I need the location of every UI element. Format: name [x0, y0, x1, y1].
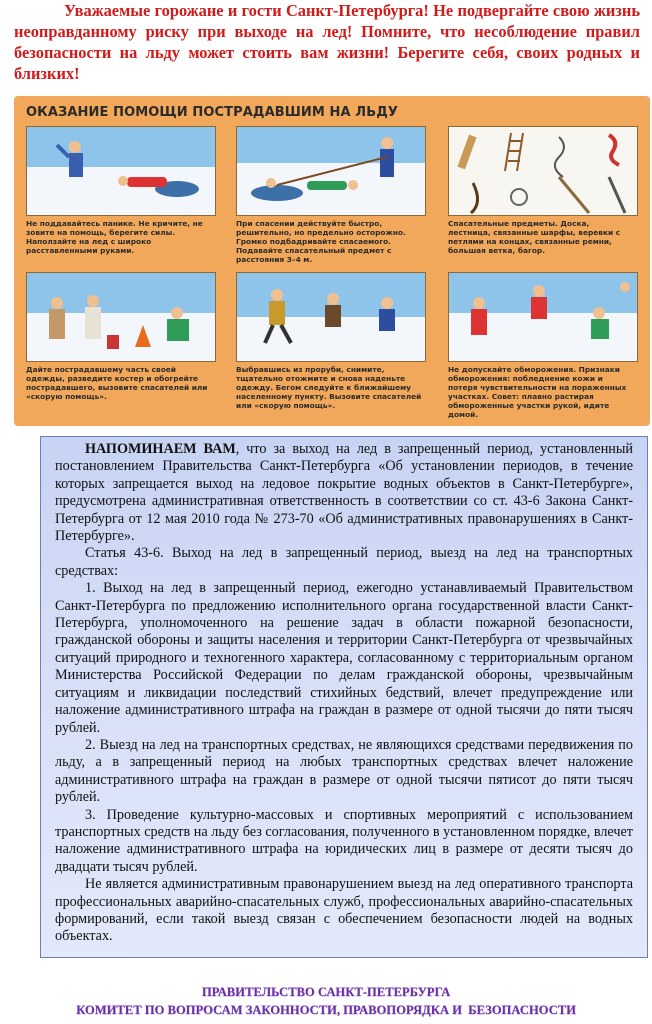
- panel-caption: При спасении действуйте быстро, решительно, но предельно осторожно. Громко подбадривайте спасаемого. Подавайте спасательный предмет с расстояния 3–4 м.: [236, 219, 406, 264]
- running-people-illustration: [237, 273, 426, 362]
- footer-line-2: КОМИТЕТ ПО ВОПРОСАМ ЗАКОННОСТИ, ПРАВОПОРЯДКА И БЕЗОПАСНОСТИ: [76, 1003, 576, 1017]
- campfire-illustration: [27, 273, 216, 362]
- rescue-rope-illustration: [237, 127, 426, 216]
- notice-lead-rest: , что за выход на лед в запрещенный период, установленный постановлением Правительства Санкт-Петербурга «Об установлении периодов, в течение которых запрещается выход на ледовое покрытие водных объектов в Санкт-Петербурге», предусмотрена административная ответственность в соответствии со ст. 43-6 Закона Санкт-Петербурга от 12 мая 2010 года № 273-70 «Об административных правонарушениях в Санкт-Петербурге».: [55, 441, 634, 545]
- footer-line-1: ПРАВИТЕЛЬСТВО САНКТ-ПЕТЕРБУРГА: [201, 985, 451, 999]
- panel-caption: Не допускайте обморожения. Признаки обморожения: побледнение кожи и потеря чувствительности на пораженных участках. Совет: плавно растирая обмороженные участки рукой, идите домой.: [448, 365, 627, 419]
- notice-intro: [55, 441, 633, 545]
- notice-article: Статья 43-6. Выход на лед в запрещенный период, выезд на лед на транспортных средствах:: [55, 545, 633, 579]
- poster-panel-6: [448, 272, 638, 419]
- notice-exception: Не является административным правонарушением выезд на лед оперативного транспорта профессиональных аварийно-спасательных служб, профессиональных аварийно-спасательных формирований, если такой выезд связан с обеспечением безопасности людей на водных объектах.: [55, 876, 633, 945]
- notice-point-1: 1. Выход на лед в запрещенный период, ежегодно устанавливаемый Правительством Санкт-Петербурга по предложению исполнительного органа государственной власти Санкт-Петербурга, уполномоченного на решение задач в области пожарной безопасности, гражданской обороны и защиты населения и территории Санкт-Петербурга от чрезвычайных ситуаций природного и техногенного характера, согласованному с территориальным органом Министерства Российской Федерации по делам гражданской обороны, чрезвычайным ситуациям и ликвидации последствий стихийных бедствий, влечет предупреждение или наложение административного штрафа на граждан в размере от одной тысячи до пяти тысяч рублей.: [55, 580, 633, 736]
- poster-panel-3: [448, 126, 638, 255]
- panel-caption: Выбравшись из проруби, снимите, тщательно отожмите и снова наденьте одежду. Бегом следуйте к ближайшему населенному пункту. Вызовите спасателей или «скорую помощь».: [236, 365, 422, 410]
- poster-panel-2: [236, 126, 426, 264]
- panel-illustration: [26, 272, 216, 362]
- warning-text: Уважаемые горожане и гости Санкт-Петербурга! Не подвергайте свою жизнь неоправданному риску при выходе на лед! Помните, что несоблюдение правил безопасности на льду может стоить вам жизни! Берегите себя, своих родных и близких!: [14, 1, 640, 83]
- notice-point-3: 3. Проведение культурно-массовых и спортивных мероприятий с использованием транспортных средств на льду без согласования, полученного в установленном порядке, влечет наложение административного штрафа на юридических лиц в размере от десяти тысяч до двадцати тысяч рублей.: [55, 806, 633, 875]
- poster-panel-1: [26, 126, 216, 255]
- panel-illustration: [26, 126, 216, 216]
- rescue-poster: [14, 96, 650, 426]
- notice-lead-bold: НАПОМИНАЕМ ВАМ: [85, 441, 236, 457]
- rescue-items-illustration: [449, 127, 638, 216]
- frostbite-illustration: [449, 273, 638, 362]
- poster-panel-5: [236, 272, 426, 410]
- notice-point-2: 2. Выезд на лед на транспортных средствах, не являющихся средствами передвижения по льду, а в запрещенный период на любых транспортных средствах влечет наложение административного штрафа на граждан в размере от одной тысячи пятисот до пяти тысяч рублей.: [55, 736, 633, 806]
- ice-crawl-illustration: [27, 127, 216, 216]
- panel-caption: Не поддавайтесь панике. Не кричите, не зовите на помощь, берегите силы. Наползайте на лед с широко расставленными руками.: [26, 219, 203, 255]
- panel-caption: Дайте пострадавшему часть своей одежды, разведите костер и обогрейте пострадавшего, вызовите спасателей или «скорую помощь».: [26, 365, 208, 401]
- panel-illustration: [448, 126, 638, 216]
- poster-panel-4: [26, 272, 216, 401]
- legal-notice: [40, 436, 648, 958]
- panel-illustration: [236, 126, 426, 216]
- poster-title: ОКАЗАНИЕ ПОМОЩИ ПОСТРАДАВШИМ НА ЛЬДУ: [26, 105, 399, 120]
- panel-illustration: [448, 272, 638, 362]
- footer: [0, 983, 652, 1019]
- panel-caption: Спасательные предметы. Доска, лестница, связанные шарфы, веревки с петлями на концах, связанные ремни, большая ветка, багор.: [448, 219, 621, 255]
- panel-illustration: [236, 272, 426, 362]
